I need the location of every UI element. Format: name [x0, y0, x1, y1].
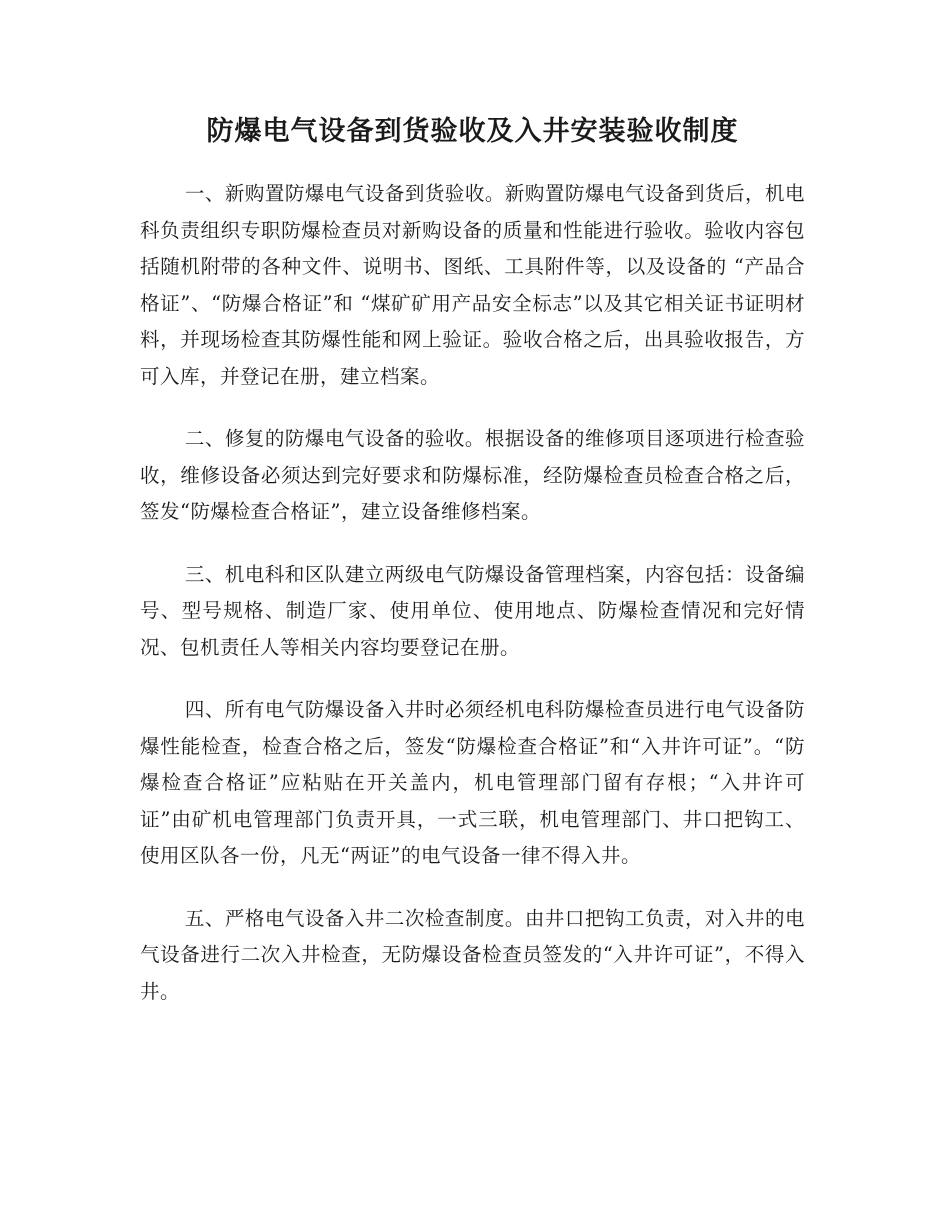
paragraph-2: 二、修复的防爆电气设备的验收。根据设备的维修项目逐项进行检查验收，维修设备必须达到完好要求和防爆标准，经防爆检查员检查合格之后，签发“防爆检查合格证”，建立设备维修档案。	[140, 427, 805, 523]
paragraph-4: 四、所有电气防爆设备入井时必须经机电科防爆检查员进行电气设备防爆性能检查，检查合格之后，签发“防爆检查合格证”和“入井许可证”。“防爆检查合格证”应粘贴在开关盖内，机电管理部门留有存根；“入井许可证”由矿机电管理部门负责开具，一式三联，机电管理部门、井口把钩工、使用区队各一份，凡无“两证”的电气设备一律不得入井。	[140, 698, 805, 867]
document-page	[140, 108, 805, 1036]
paragraph-3: 三、机电科和区队建立两级电气防爆设备管理档案，内容包括：设备编号、型号规格、制造厂家、使用单位、使用地点、防爆检查情况和完好情况、包机责任人等相关内容均要登记在册。	[140, 562, 805, 659]
paragraph-5: 五、严格电气设备入井二次检查制度。由井口把钩工负责，对入井的电气设备进行二次入井检查，无防爆设备检查员签发的“入井许可证”，不得入井。	[140, 906, 805, 1003]
document-title: 防爆电气设备到货验收及入井安装验收制度	[206, 116, 739, 147]
paragraph-1: 一、新购置防爆电气设备到货验收。新购置防爆电气设备到货后，机电科负责组织专职防爆检查员对新购设备的质量和性能进行验收。验收内容包括随机附带的各种文件、说明书、图纸、工具附件等，以及设备的 “产品合格证”、“防爆合格证”和 “煤矿矿用产品安全标志”以及其它相关证书证明材料，并现场检查其防爆性能和网上验证。验收合格之后，出具验收报告，方可入库，并登记在册，建立档案。	[140, 182, 805, 388]
